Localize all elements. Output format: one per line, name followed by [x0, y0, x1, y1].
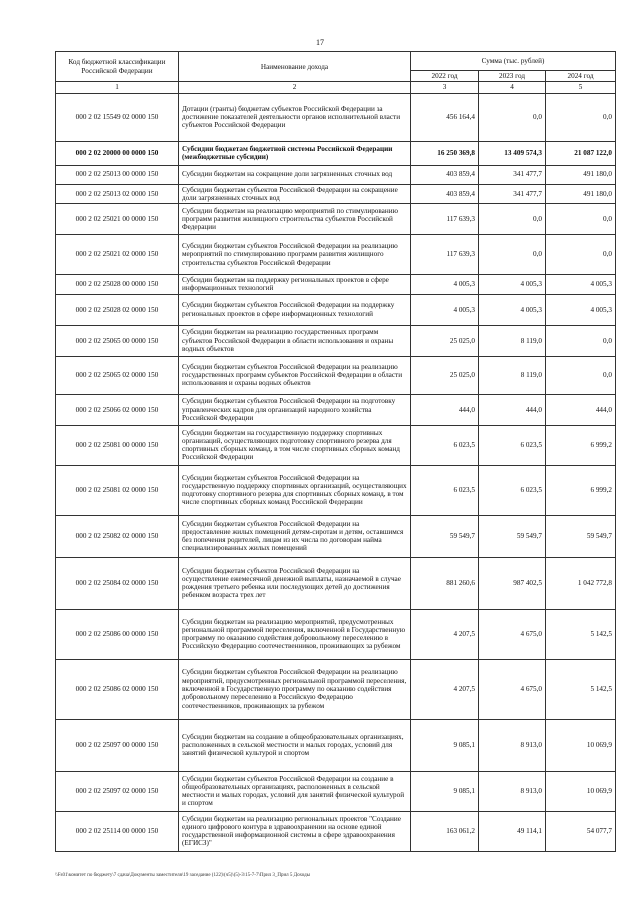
- table-row: [56, 184, 616, 204]
- amount-2023-cell: 4 675,0: [479, 659, 546, 719]
- table-row: [56, 557, 616, 609]
- revenue-name-cell: Субсидии бюджетам бюджетной системы Российской Федерации (межбюджетные субсидии): [179, 141, 411, 165]
- amount-2022-cell: 403 859,4: [411, 165, 479, 184]
- budget-code-cell: 000 2 02 25097 02 0000 150: [56, 771, 179, 811]
- budget-code-cell: 000 2 02 25081 02 0000 150: [56, 465, 179, 515]
- amount-2023-cell: 13 409 574,3: [479, 141, 546, 165]
- revenue-name-cell: Субсидии бюджетам на реализацию мероприятий, предусмотренных региональной программой переселения, включенной в Государственную программу по оказанию содействия добровольному переселению в Российскую Федерацию соотечественников, проживающих за рубежом: [179, 609, 411, 659]
- table-row: [56, 235, 616, 275]
- table-row: [56, 165, 616, 184]
- table-row: [56, 325, 616, 356]
- amount-2024-cell: 4 005,3: [546, 275, 616, 295]
- revenue-name-cell: Субсидии бюджетам субъектов Российской Федерации на осуществление ежемесячной денежной выплаты, назначаемой в случае рождения третьего ребенка или последующих детей до достижения ребенком возраста трех лет: [179, 557, 411, 609]
- budget-code-cell: 000 2 02 20000 00 0000 150: [56, 141, 179, 165]
- col-number: 2: [179, 82, 411, 93]
- amount-2022-cell: 4 207,5: [411, 609, 479, 659]
- header-name: Наименование дохода: [179, 52, 411, 82]
- budget-code-cell: 000 2 02 25021 02 0000 150: [56, 235, 179, 275]
- amount-2024-cell: 444,0: [546, 394, 616, 425]
- revenue-name-cell: Субсидии бюджетам субъектов Российской Федерации на реализацию государственных программ субъектов Российской Федерации в области использования и охраны водных объектов: [179, 356, 411, 394]
- revenue-name-cell: Субсидии бюджетам субъектов Российской Федерации на предоставление жилых помещений детям-сиротам и детям, оставшимся без попечения родителей, лицам из их числа по договорам найма специализированных жилых помещений: [179, 515, 411, 557]
- table-row: [56, 356, 616, 394]
- amount-2022-cell: 4 005,3: [411, 294, 479, 325]
- budget-code-cell: 000 2 02 25084 02 0000 150: [56, 557, 179, 609]
- amount-2024-cell: 6 999,2: [546, 425, 616, 465]
- revenue-name-cell: Субсидии бюджетам на создание в общеобразовательных организациях, расположенных в сельской местности и малых городах, условий для занятий физической культурой и спортом: [179, 719, 411, 771]
- col-number: 4: [479, 82, 546, 93]
- amount-2022-cell: 456 164,4: [411, 93, 479, 141]
- table-row: [56, 515, 616, 557]
- budget-code-cell: 000 2 02 25013 00 0000 150: [56, 165, 179, 184]
- amount-2024-cell: 0,0: [546, 204, 616, 235]
- table-row: [56, 93, 616, 141]
- revenue-name-cell: Дотации (гранты) бюджетам субъектов Российской Федерации за достижение показателей деятельности органов исполнительной власти субъектов Российской Федерации: [179, 93, 411, 141]
- revenue-name-cell: Субсидии бюджетам субъектов Российской Федерации на реализацию мероприятий, предусмотренных региональной программой переселения, включенной в Государственную программу по оказанию содействия добровольному переселению в Российскую Федерацию соотечественников, проживающих за рубежом: [179, 659, 411, 719]
- amount-2023-cell: 6 023,5: [479, 465, 546, 515]
- amount-2023-cell: 8 119,0: [479, 325, 546, 356]
- amount-2023-cell: 49 114,1: [479, 811, 546, 851]
- table-row: [56, 719, 616, 771]
- revenue-name-cell: Субсидии бюджетам на поддержку региональных проектов в сфере информационных технологий: [179, 275, 411, 295]
- col-number: 3: [411, 82, 479, 93]
- amount-2022-cell: 6 023,5: [411, 465, 479, 515]
- revenue-name-cell: Субсидии бюджетам на реализацию государственных программ субъектов Российской Федерации в области использования и охраны водных объектов: [179, 325, 411, 356]
- amount-2024-cell: 10 069,9: [546, 719, 616, 771]
- table-row: [56, 811, 616, 851]
- amount-2023-cell: 8 913,0: [479, 771, 546, 811]
- header-year-2024: 2024 год: [546, 71, 616, 82]
- budget-code-cell: 000 2 02 15549 02 0000 150: [56, 93, 179, 141]
- budget-code-cell: 000 2 02 25097 00 0000 150: [56, 719, 179, 771]
- amount-2024-cell: 54 077,7: [546, 811, 616, 851]
- header-year-2023: 2023 год: [479, 71, 546, 82]
- table-row: [56, 394, 616, 425]
- amount-2024-cell: 0,0: [546, 235, 616, 275]
- amount-2023-cell: 8 119,0: [479, 356, 546, 394]
- amount-2024-cell: 59 549,7: [546, 515, 616, 557]
- budget-code-cell: 000 2 02 25086 00 0000 150: [56, 609, 179, 659]
- amount-2024-cell: 0,0: [546, 325, 616, 356]
- table-row: [56, 609, 616, 659]
- table-row: [56, 425, 616, 465]
- amount-2023-cell: 444,0: [479, 394, 546, 425]
- amount-2024-cell: 0,0: [546, 93, 616, 141]
- budget-code-cell: 000 2 02 25081 00 0000 150: [56, 425, 179, 465]
- revenue-name-cell: Субсидии бюджетам субъектов Российской Федерации на сокращение доли загрязненных сточных вод: [179, 184, 411, 204]
- amount-2024-cell: 1 042 772,8: [546, 557, 616, 609]
- amount-2023-cell: 0,0: [479, 93, 546, 141]
- amount-2022-cell: 9 085,1: [411, 771, 479, 811]
- amount-2022-cell: 403 859,4: [411, 184, 479, 204]
- amount-2023-cell: 0,0: [479, 204, 546, 235]
- amount-2022-cell: 25 025,0: [411, 325, 479, 356]
- amount-2024-cell: 491 180,0: [546, 184, 616, 204]
- amount-2023-cell: 4 005,3: [479, 275, 546, 295]
- table-row: [56, 659, 616, 719]
- amount-2022-cell: 881 260,6: [411, 557, 479, 609]
- revenue-name-cell: Субсидии бюджетам на государственную поддержку спортивных организаций, осуществляющих подготовку спортивного резерва для спортивных сборных команд, в том числе спортивных сборных команд Российской Федерации: [179, 425, 411, 465]
- amount-2024-cell: 5 142,5: [546, 609, 616, 659]
- amount-2024-cell: 0,0: [546, 356, 616, 394]
- revenue-name-cell: Субсидии бюджетам субъектов Российской Федерации на государственную поддержку спортивных организаций, осуществляющих подготовку спортивного резерва для спортивных сборных команд, в том числе спортивных сборных команд Российской Федерации: [179, 465, 411, 515]
- amount-2024-cell: 21 087 122,0: [546, 141, 616, 165]
- amount-2022-cell: 4 005,3: [411, 275, 479, 295]
- amount-2024-cell: 6 999,2: [546, 465, 616, 515]
- table-row: [56, 275, 616, 295]
- budget-code-cell: 000 2 02 25086 02 0000 150: [56, 659, 179, 719]
- revenue-name-cell: Субсидии бюджетам субъектов Российской Федерации на поддержку региональных проектов в сфере информационных технологий: [179, 294, 411, 325]
- amount-2024-cell: 5 142,5: [546, 659, 616, 719]
- amount-2022-cell: 163 061,2: [411, 811, 479, 851]
- table-row: [56, 141, 616, 165]
- amount-2022-cell: 6 023,5: [411, 425, 479, 465]
- revenue-name-cell: Субсидии бюджетам субъектов Российской Федерации на создание в общеобразовательных организациях, расположенных в сельской местности и малых городах, условий для занятий физической культурой и спортом: [179, 771, 411, 811]
- amount-2022-cell: 25 025,0: [411, 356, 479, 394]
- amount-2023-cell: 6 023,5: [479, 425, 546, 465]
- amount-2022-cell: 444,0: [411, 394, 479, 425]
- amount-2022-cell: 9 085,1: [411, 719, 479, 771]
- revenue-name-cell: Субсидии бюджетам субъектов Российской Федерации на подготовку управленческих кадров для организаций народного хозяйства Российской Федерации: [179, 394, 411, 425]
- budget-code-cell: 000 2 02 25065 00 0000 150: [56, 325, 179, 356]
- budget-code-cell: 000 2 02 25065 02 0000 150: [56, 356, 179, 394]
- amount-2023-cell: 987 402,5: [479, 557, 546, 609]
- file-path-footer: \\Fs01\комитет по бюджету\7 сдача\Документы заместителя\19 заседание (122)\(ч5)\(5)-3\15-7-7\Прил 3_Прил 5 Доходы: [55, 873, 311, 878]
- table-row: [56, 204, 616, 235]
- amount-2022-cell: 4 207,5: [411, 659, 479, 719]
- col-number: 5: [546, 82, 616, 93]
- header-year-2022: 2022 год: [411, 71, 479, 82]
- revenue-name-cell: Субсидии бюджетам на реализацию мероприятий по стимулированию программ развития жилищного строительства субъектов Российской Федерации: [179, 204, 411, 235]
- budget-code-cell: 000 2 02 25021 00 0000 150: [56, 204, 179, 235]
- amount-2022-cell: 117 639,3: [411, 235, 479, 275]
- table-body: [56, 93, 616, 851]
- amount-2024-cell: 10 069,9: [546, 771, 616, 811]
- amount-2023-cell: 341 477,7: [479, 184, 546, 204]
- amount-2024-cell: 491 180,0: [546, 165, 616, 184]
- amount-2022-cell: 117 639,3: [411, 204, 479, 235]
- amount-2024-cell: 4 005,3: [546, 294, 616, 325]
- table-row: [56, 465, 616, 515]
- amount-2022-cell: 16 250 369,8: [411, 141, 479, 165]
- budget-code-cell: 000 2 02 25082 02 0000 150: [56, 515, 179, 557]
- amount-2023-cell: 341 477,7: [479, 165, 546, 184]
- budget-code-cell: 000 2 02 25028 00 0000 150: [56, 275, 179, 295]
- amount-2023-cell: 0,0: [479, 235, 546, 275]
- revenue-table: [55, 51, 616, 852]
- amount-2023-cell: 4 675,0: [479, 609, 546, 659]
- budget-code-cell: 000 2 02 25066 02 0000 150: [56, 394, 179, 425]
- revenue-name-cell: Субсидии бюджетам на сокращение доли загрязненных сточных вод: [179, 165, 411, 184]
- revenue-name-cell: Субсидии бюджетам на реализацию региональных проектов "Создание единого цифрового контура в здравоохранении на основе единой государственной информационной системы в сфере здравоохранения (ЕГИСЗ)": [179, 811, 411, 851]
- header-code: Код бюджетной классификации Российской Федерации: [56, 52, 179, 82]
- amount-2023-cell: 59 549,7: [479, 515, 546, 557]
- table-row: [56, 771, 616, 811]
- amount-2023-cell: 8 913,0: [479, 719, 546, 771]
- col-number: 1: [56, 82, 179, 93]
- page-number: 17: [316, 38, 324, 47]
- amount-2023-cell: 4 005,3: [479, 294, 546, 325]
- budget-code-cell: 000 2 02 25028 02 0000 150: [56, 294, 179, 325]
- budget-code-cell: 000 2 02 25013 02 0000 150: [56, 184, 179, 204]
- revenue-name-cell: Субсидии бюджетам субъектов Российской Федерации на реализацию мероприятий по стимулированию программ развития жилищного строительства субъектов Российской Федерации: [179, 235, 411, 275]
- header-sum: Сумма (тыс. рублей): [411, 52, 616, 71]
- budget-code-cell: 000 2 02 25114 00 0000 150: [56, 811, 179, 851]
- amount-2022-cell: 59 549,7: [411, 515, 479, 557]
- table-row: [56, 294, 616, 325]
